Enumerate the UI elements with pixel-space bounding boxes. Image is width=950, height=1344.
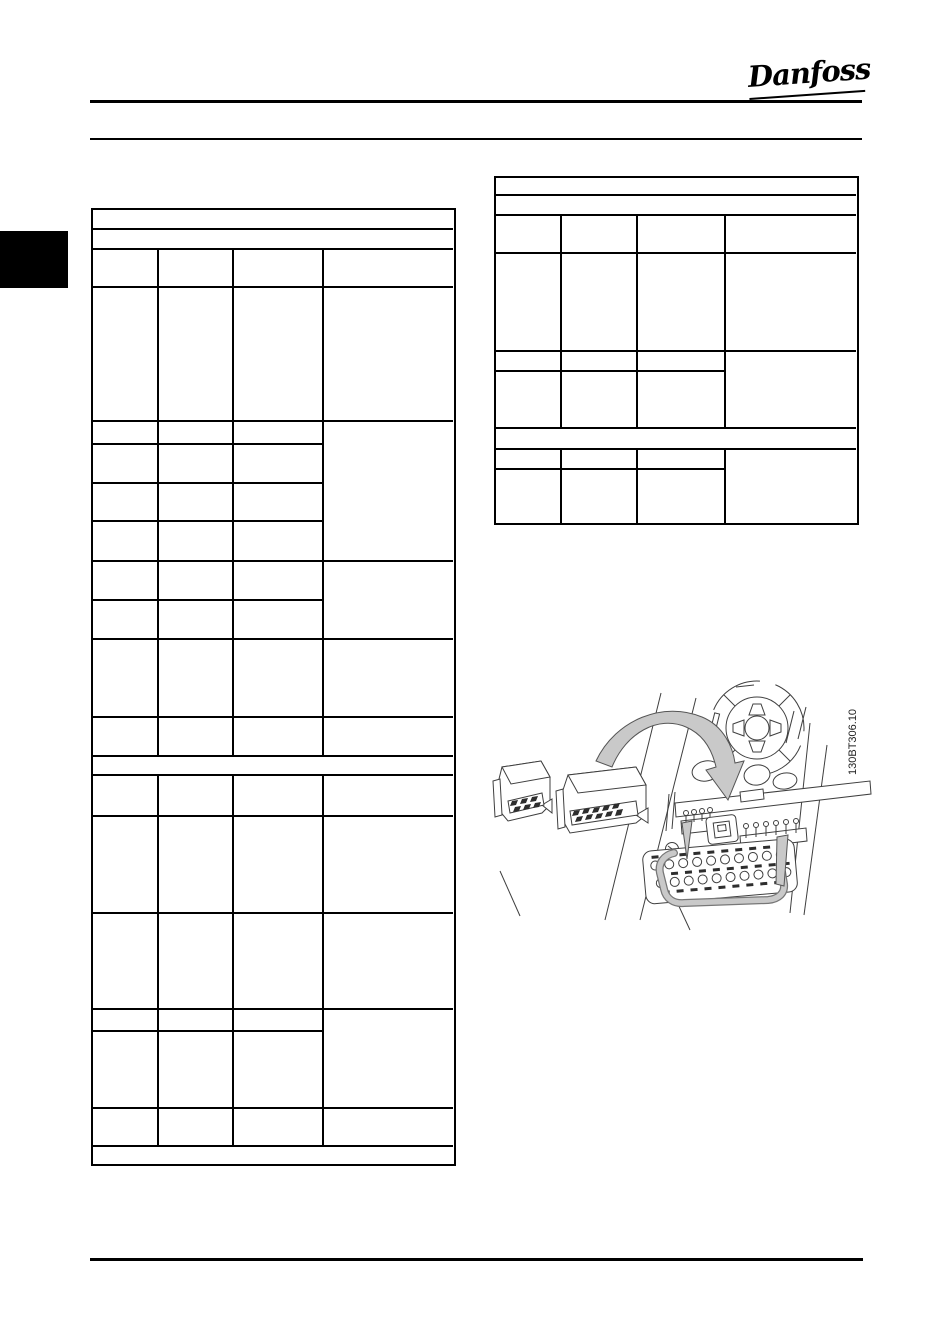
usb-port [706,814,739,844]
header-rule-bottom [90,138,862,140]
table-grid-line [93,248,453,250]
table-grid-line [322,775,324,1146]
table-grid-line [496,370,725,372]
table-grid-line [496,214,856,216]
keypad-buttons [690,758,798,791]
table-grid-line [560,449,562,524]
table-grid-line [93,599,323,601]
table-grid-line [93,482,323,484]
table-grid-line [93,638,453,640]
connector-plug-large [556,767,648,833]
table-grid-line [93,755,453,757]
table-grid-line [93,815,453,817]
table-grid-line [157,775,159,1146]
footer-rule [90,1258,863,1261]
hinge-screw [666,792,679,856]
table-grid-line [93,1145,453,1147]
chapter-edge-tab [0,231,68,288]
table-grid-line [93,1008,453,1010]
danfoss-logo: Danfoss [747,52,866,100]
table-grid-line [232,775,234,1146]
table-grid-line [93,228,453,230]
table-grid-line [93,420,453,422]
table-grid-line [232,249,234,756]
table-grid-line [496,350,856,352]
terminal-mounting-illustration [478,653,880,945]
table-grid-line [93,443,323,445]
table-grid-line [93,286,453,288]
table-grid-line [724,449,726,524]
connector-plug-small [493,761,552,821]
left-spec-table [91,208,456,1166]
artwork-number: 130BT306.10 [847,708,859,775]
table-grid-line [724,215,726,428]
table-grid-line [496,427,856,429]
table-grid-line [496,252,856,254]
table-grid-line [93,560,453,562]
table-grid-line [496,468,725,470]
table-grid-line [93,1030,323,1032]
table-grid-line [636,215,638,428]
table-grid-line [93,912,453,914]
table-grid-line [496,448,856,450]
table-grid-line [636,449,638,524]
table-grid-line [93,1107,453,1109]
right-spec-table [494,176,859,525]
header-rule-top [90,100,862,103]
table-grid-line [322,249,324,756]
table-grid-line [93,716,453,718]
table-grid-line [560,215,562,428]
table-grid-line [93,520,323,522]
table-grid-line [157,249,159,756]
table-grid-line [93,774,453,776]
table-grid-line [496,194,856,196]
